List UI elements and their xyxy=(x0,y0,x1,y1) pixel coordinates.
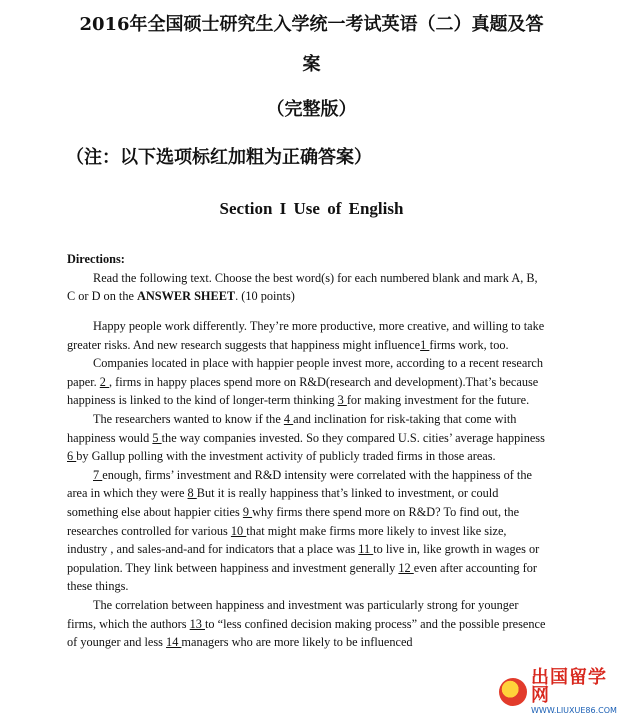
directions-label: Directions: xyxy=(67,252,125,266)
p4-text-b: But it is really happiness that’s linked to investment, or could something else about happier cities xyxy=(67,486,499,519)
p1-text-b: firms work, too. xyxy=(429,337,509,352)
version-label: （完整版） xyxy=(266,99,357,120)
blank-4: 4 xyxy=(283,411,294,426)
p4-text-a: enough, firms’ investment and R&D intensity were correlated with the happiness of the area in which they were xyxy=(67,467,532,501)
watermark-logo xyxy=(499,667,617,715)
paragraph-2 xyxy=(67,354,547,410)
blank-3: 3 xyxy=(337,393,347,408)
paragraph-4 xyxy=(67,466,547,596)
globe-logo-icon xyxy=(499,678,527,706)
blank-10: 10 xyxy=(230,523,247,538)
passage xyxy=(67,317,547,652)
directions-text-b: . (10 points) xyxy=(235,289,295,304)
blank-11: 11 xyxy=(358,542,374,557)
p5-text-c: managers who are more likely to be influenced xyxy=(181,635,413,650)
directions-text xyxy=(67,269,547,306)
section-heading: Section I Use of English xyxy=(219,199,404,218)
answer-sheet-label: ANSWER SHEET xyxy=(137,289,236,304)
blank-12: 12 xyxy=(398,560,414,575)
title-line-1: 2016年全国硕士研究生入学统一考试英语（二）真题及答 xyxy=(79,14,544,35)
blank-6: 6 xyxy=(67,449,77,464)
watermark-text xyxy=(531,669,617,715)
paragraph-3 xyxy=(67,410,547,466)
answer-note: （注：以下选项标红加粗为正确答案） xyxy=(66,147,372,168)
p3-text-c: the way companies invested. So they compared U.S. cities’ average happiness xyxy=(161,430,545,445)
paragraph-5 xyxy=(67,596,547,652)
p5-text-a: The correlation between happiness and investment was particularly strong for younger firms, which the authors xyxy=(67,597,519,631)
blank-8: 8 xyxy=(187,486,197,501)
p2-text-a: Companies located in place with happier people invest more, according to a recent research paper. xyxy=(67,356,544,389)
p1-text-a: Happy people work differently. They’re more productive, more creative, and willing to take greater risks. And new research suggests that happiness might influence xyxy=(67,319,545,352)
p3-text-b: and inclination for risk-taking that come with happiness would xyxy=(67,411,517,445)
directions-text-a: Read the following text. Choose the best word(s) for each numbered blank and mark A, B, C or D on the xyxy=(67,270,538,304)
title-line-2: 案 xyxy=(302,54,321,75)
blank-2: 2 xyxy=(99,374,110,389)
p4-text-f: even after accounting for these things. xyxy=(67,560,537,594)
watermark-name: 出国留学网 xyxy=(531,667,607,706)
p2-text-b: , firms in happy places spend more on R&D(research and development).That’s because happiness is linked to the kind of longer-term thinking xyxy=(67,374,539,408)
blank-5: 5 xyxy=(152,430,162,445)
p4-text-d: that might make firms more likely to invest like size, industry , and sales-and-and for indicators that a place was xyxy=(67,523,507,557)
blank-9: 9 xyxy=(242,504,253,519)
p3-text-d: by Gallup polling with the investment activity of publicly traded firms in those areas. xyxy=(76,449,496,464)
blank-13: 13 xyxy=(189,616,205,631)
p5-text-b: to “less confined decision making process” and the possible presence of younger and less xyxy=(67,616,546,650)
p4-text-e: to live in, like growth in wages or population. They link between happiness and investment generally xyxy=(67,542,540,575)
p4-text-c: why firms there spend more on R&D? To find out, the researches controlled for various xyxy=(67,504,520,538)
blank-1: 1 xyxy=(420,337,430,352)
p2-text-c: for making investment for the future. xyxy=(346,393,530,408)
directions-block xyxy=(67,250,547,306)
blank-14: 14 xyxy=(166,635,182,650)
p3-text-a: The researchers wanted to know if the xyxy=(93,411,284,426)
blank-7: 7 xyxy=(93,467,103,482)
watermark-url: WWW.LIUXUE86.COM xyxy=(531,706,617,715)
paragraph-1 xyxy=(67,317,547,354)
